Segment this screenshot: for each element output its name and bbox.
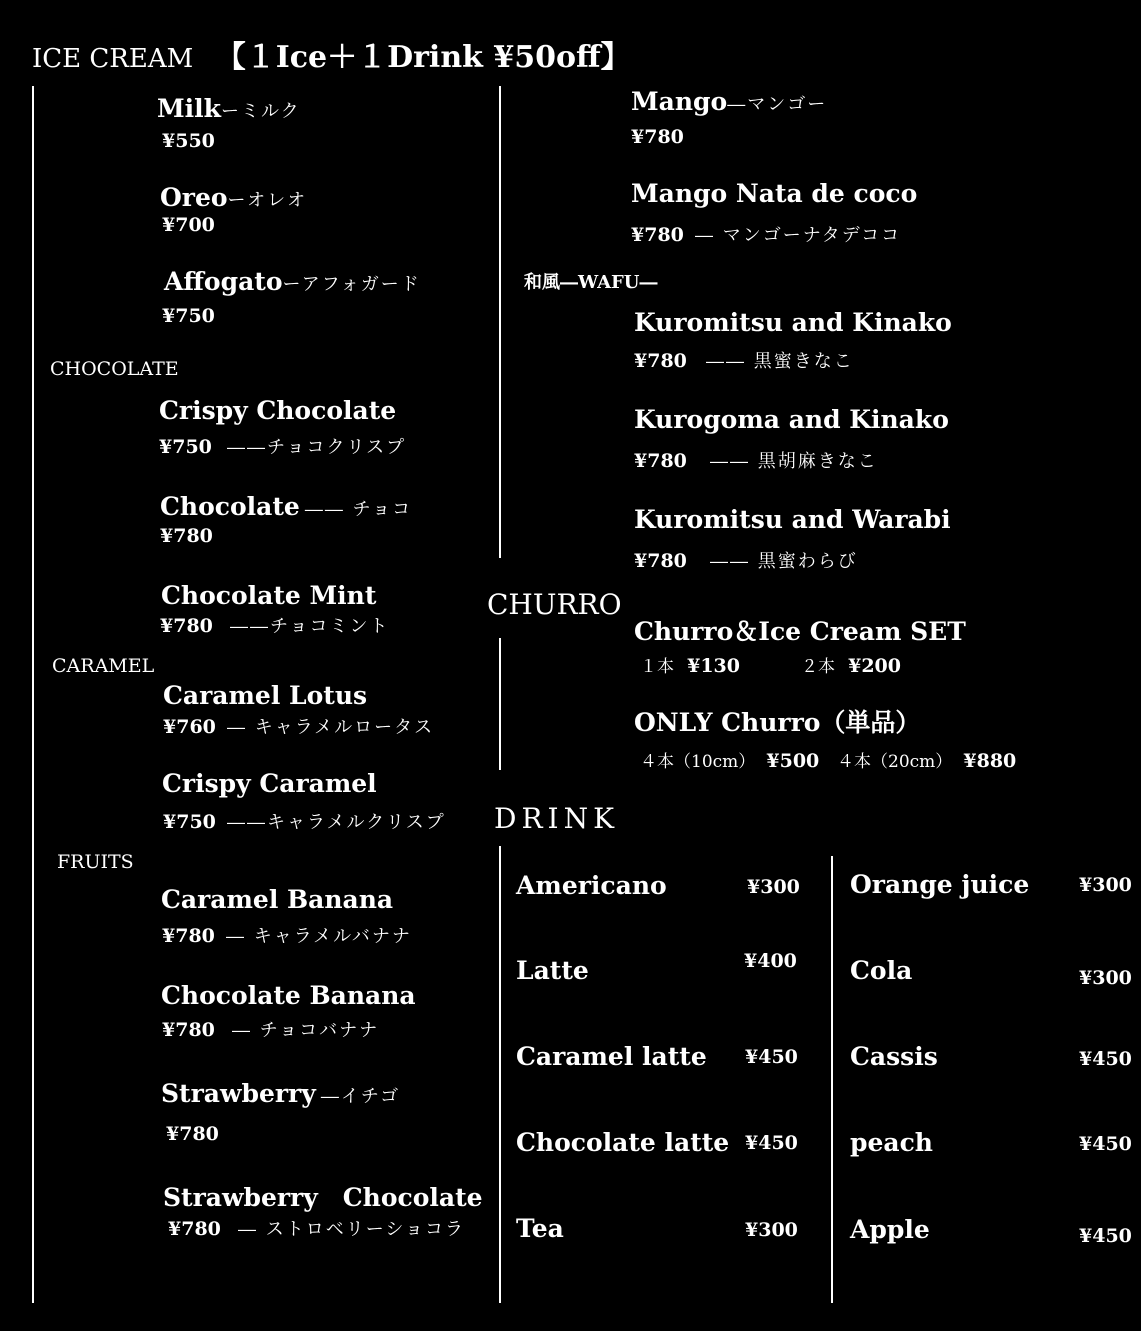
drink-name: Orange juice bbox=[850, 870, 1030, 899]
item-price: ¥780 bbox=[166, 1123, 219, 1145]
item-name: Crispy Chocolate bbox=[159, 396, 397, 425]
drink-name: Latte bbox=[516, 956, 589, 985]
item-qty: ２本 bbox=[801, 657, 835, 677]
item-jp: ― ストロベリーショコラ bbox=[237, 1219, 465, 1240]
section-wafu: 和風―WAFU― bbox=[524, 272, 658, 293]
drink-price: ¥300 bbox=[1079, 874, 1132, 896]
item-jp: ――チョコミント bbox=[229, 616, 390, 637]
section-chocolate: CHOCOLATE bbox=[50, 358, 179, 380]
item-name: Strawberry Chocolate bbox=[163, 1183, 483, 1212]
drink-column-divider bbox=[831, 856, 833, 1303]
item-jp: ーオレオ bbox=[227, 190, 308, 211]
item-price: ¥780 bbox=[160, 615, 213, 637]
item-price: ¥780 bbox=[160, 525, 213, 547]
middle-divider-churro bbox=[499, 638, 501, 770]
item-price: ¥780 bbox=[631, 126, 684, 148]
drink-name: Chocolate latte bbox=[516, 1128, 730, 1157]
drink-name: Americano bbox=[516, 871, 667, 900]
item-price: ¥780 bbox=[162, 1019, 215, 1041]
item-price-row bbox=[640, 747, 819, 772]
section-fruits: FRUITS bbox=[57, 851, 134, 873]
item-jp: ― マンゴーナタデココ bbox=[694, 225, 902, 246]
item-price: ¥880 bbox=[963, 750, 1017, 772]
item-price-row bbox=[640, 652, 740, 677]
section-churro: CHURRO bbox=[487, 588, 622, 621]
item-jp: ―― 黒蜜きなこ bbox=[705, 351, 854, 372]
menu-item-mango bbox=[631, 87, 827, 116]
item-price: ¥130 bbox=[687, 655, 740, 677]
section-caramel: CARAMEL bbox=[52, 655, 155, 677]
item-price: ¥780 bbox=[162, 925, 215, 947]
item-jp: ―― チョコ bbox=[304, 499, 413, 520]
drink-name: Tea bbox=[516, 1214, 564, 1243]
item-name: Kurogoma and Kinako bbox=[634, 405, 949, 434]
page-title bbox=[32, 32, 631, 76]
drink-name: Apple bbox=[850, 1215, 930, 1244]
item-price: ¥550 bbox=[162, 130, 215, 152]
drink-price: ¥450 bbox=[1079, 1133, 1132, 1155]
item-jp: ―― 黒胡麻きなこ bbox=[709, 451, 878, 472]
item-jp: ― キャラメルロータス bbox=[226, 717, 435, 738]
drink-name: Cassis bbox=[850, 1042, 938, 1071]
drink-price: ¥300 bbox=[747, 876, 800, 898]
item-price: ¥760 bbox=[163, 716, 216, 738]
middle-divider-drink bbox=[499, 846, 501, 1303]
item-jp: ― キャラメルバナナ bbox=[225, 926, 412, 947]
drink-price: ¥300 bbox=[745, 1219, 798, 1241]
item-price-row bbox=[634, 347, 854, 373]
item-price-row bbox=[163, 808, 446, 834]
drink-price: ¥400 bbox=[744, 950, 797, 972]
item-price-row bbox=[634, 547, 858, 573]
drink-price: ¥450 bbox=[1079, 1048, 1132, 1070]
item-qty: ４本（20cm） bbox=[837, 752, 953, 772]
item-jp: ―マンゴー bbox=[727, 94, 828, 115]
item-name: Oreo bbox=[160, 183, 228, 212]
item-qty: ４本（10cm） bbox=[640, 752, 756, 772]
item-name: Chocolate bbox=[160, 492, 300, 521]
item-price-row bbox=[163, 713, 434, 739]
menu-item-oreo bbox=[160, 183, 307, 212]
left-divider bbox=[32, 86, 34, 1303]
item-name: ONLY Churro（単品） bbox=[634, 708, 921, 737]
drink-price: ¥450 bbox=[745, 1046, 798, 1068]
item-price-row bbox=[168, 1215, 465, 1241]
item-jp: ―イチゴ bbox=[320, 1086, 401, 1107]
item-name: Milk bbox=[157, 94, 221, 123]
drink-name: Caramel latte bbox=[516, 1042, 707, 1071]
item-name: Kuromitsu and Kinako bbox=[634, 308, 952, 337]
section-drink: DRINK bbox=[494, 802, 620, 835]
item-jp: ーアフォガード bbox=[282, 274, 421, 295]
item-jp: ― チョコバナナ bbox=[231, 1020, 380, 1041]
item-name: Mango bbox=[631, 87, 728, 116]
drink-name: peach bbox=[850, 1128, 933, 1157]
item-price-row bbox=[634, 447, 878, 473]
menu-item-affogato bbox=[164, 267, 421, 296]
item-name: Chocolate Mint bbox=[161, 581, 377, 610]
item-price-row bbox=[162, 1016, 379, 1042]
item-jp: ――キャラメルクリスプ bbox=[226, 812, 446, 833]
item-name: Caramel Banana bbox=[161, 885, 394, 914]
item-price: ¥780 bbox=[168, 1218, 221, 1240]
drink-price: ¥300 bbox=[1079, 967, 1132, 989]
item-name: Kuromitsu and Warabi bbox=[634, 505, 951, 534]
item-name: Churro＆Ice Cream SET bbox=[634, 617, 966, 646]
item-name: Caramel Lotus bbox=[163, 681, 368, 710]
item-price-row bbox=[837, 747, 1016, 772]
item-price: ¥750 bbox=[162, 305, 215, 327]
menu-item-milk bbox=[157, 94, 301, 123]
drink-name: Cola bbox=[850, 956, 913, 985]
drink-price: ¥450 bbox=[745, 1132, 798, 1154]
item-price: ¥780 bbox=[634, 450, 687, 472]
menu-item-strawberry bbox=[161, 1079, 400, 1108]
item-name: Strawberry bbox=[161, 1079, 316, 1108]
item-jp: ―― 黒蜜わらび bbox=[709, 551, 858, 572]
item-name: Mango Nata de coco bbox=[631, 179, 918, 208]
item-name: Affogato bbox=[164, 267, 283, 296]
item-price-row bbox=[162, 922, 412, 948]
promo-banner: 【１Ice＋１Drink ¥50off】 bbox=[215, 40, 631, 75]
menu-title: ICE CREAM bbox=[32, 44, 194, 74]
item-price-row bbox=[631, 221, 901, 247]
item-price: ¥700 bbox=[162, 214, 215, 236]
item-price-row bbox=[801, 652, 901, 677]
item-jp: ーミルク bbox=[221, 101, 301, 122]
item-name: Chocolate Banana bbox=[161, 981, 416, 1010]
item-price: ¥200 bbox=[848, 655, 901, 677]
item-price-row bbox=[159, 433, 406, 459]
item-price: ¥500 bbox=[766, 750, 820, 772]
item-price: ¥780 bbox=[634, 550, 687, 572]
item-jp: ――チョコクリスプ bbox=[226, 437, 407, 458]
item-price-row bbox=[160, 612, 389, 638]
drink-price: ¥450 bbox=[1079, 1225, 1132, 1247]
menu-item-chocolate bbox=[160, 492, 412, 521]
item-qty: １本 bbox=[640, 657, 674, 677]
item-price: ¥750 bbox=[159, 436, 212, 458]
middle-divider-top bbox=[499, 86, 501, 558]
item-price: ¥750 bbox=[163, 811, 216, 833]
item-price: ¥780 bbox=[631, 224, 684, 246]
item-price: ¥780 bbox=[634, 350, 687, 372]
item-name: Crispy Caramel bbox=[162, 769, 377, 798]
